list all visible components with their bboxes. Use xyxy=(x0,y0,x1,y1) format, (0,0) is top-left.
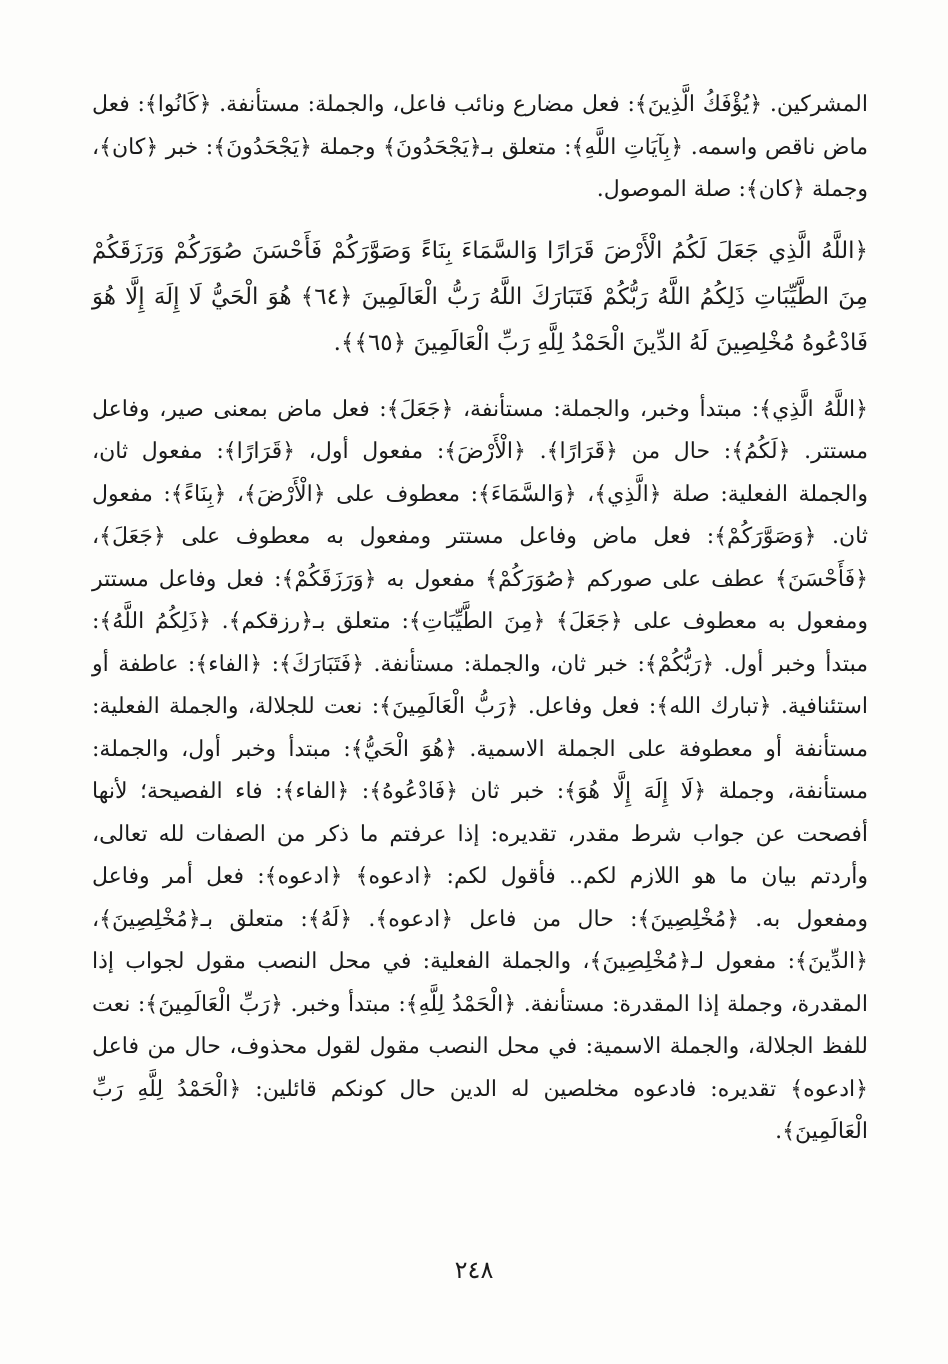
paragraph-intro: المشركين. ﴿يُؤْفَكُ الَّذِينَ﴾: فعل مضارع ونائب فاعل، والجملة: مستأنفة. ﴿كَانُوا﴾: فعل ماض ناقص واسمه. ﴿بِآيَاتِ اللَّهِ﴾: متعلق بـ﴿يَجْحَدُونَ﴾ وجملة ﴿يَجْحَدُونَ﴾: خبر ﴿كان﴾، وجملة ﴿كان﴾: صلة الموصول. xyxy=(92,92,868,202)
page-body xyxy=(92,84,868,1154)
paragraph-grammar-analysis: ﴿اللَّهُ الَّذِي﴾: مبتدأ وخبر، والجملة: مستأنفة، ﴿جَعَلَ﴾: فعل ماض بمعنى صير، وفاعل مستتر. ﴿لَكُمُ﴾: حال من ﴿قَرَارًا﴾. ﴿الْأَرْضَ﴾: مفعول أول، ﴿قَرَارًا﴾: مفعول ثان، والجملة الفعلية: صلة ﴿الَّذِي﴾، ﴿وَالسَّمَاءَ﴾: معطوف على ﴿الْأَرْضَ﴾، ﴿بِنَاءً﴾: مفعول ثان. ﴿وَصَوَّرَكُمْ﴾: فعل ماض وفاعل مستتر ومفعول به معطوف على ﴿جَعَلَ﴾، ﴿فَأَحْسَنَ﴾ عطف على صوركم ﴿صُوَرَكُمْ﴾ مفعول به ﴿وَرَزَقَكُمْ﴾: فعل وفاعل مستتر ومفعول به معطوف على ﴿جَعَلَ﴾ ﴿مِنَ الطَّيِّبَاتِ﴾: متعلق بـ﴿رزقكم﴾. ﴿ذَلِكُمُ اللَّهُ﴾: مبتدأ وخبر أول. ﴿رَبُّكُمْ﴾: خبر ثان، والجملة: مستأنفة. ﴿فَتَبَارَكَ﴾: ﴿الفاء﴾: عاطفة أو استئنافية. ﴿تبارك الله﴾: فعل وفاعل. ﴿رَبُّ الْعَالَمِينَ﴾: نعت للجلالة، والجملة الفعلية: مستأنفة أو معطوفة على الجملة الاسمية. ﴿هُوَ الْحَيُّ﴾: مبتدأ وخبر أول، والجملة: مستأنفة، وجملة ﴿لَا إِلَهَ إِلَّا هُوَ﴾: خبر ثان ﴿فَادْعُوهُ﴾: ﴿الفاء﴾: فاء الفصيحة؛ لأنها أفصحت عن جواب شرط مقدر، تقديره: إذا عرفتم ما ذكر من الصفات لله تعالى، وأردتم بيان ما هو اللازم لكم.. فأقول لكم: ﴿ادعوه﴾ ﴿ادعوه﴾: فعل أمر وفاعل ومفعول به. ﴿مُخْلِصِينَ﴾: حال من فاعل ﴿ادعوه﴾. ﴿لَهُ﴾: متعلق بـ﴿مُخْلِصِينَ﴾، ﴿الدِّينَ﴾: مفعول لـ﴿مُخْلِصِينَ﴾، والجملة الفعلية: في محل النصب مقول لجواب إذا المقدرة، وجملة إذا المقدرة: مستأنفة. ﴿الْحَمْدُ لِلَّهِ﴾: مبتدأ وخبر. ﴿رَبِّ الْعَالَمِينَ﴾: نعت للفظ الجلالة، والجملة الاسمية: في محل النصب مقول لقول محذوف، حال من فاعل ﴿ادعوه﴾ تقديره: فادعوه مخلصين له الدين حال كونكم قائلين: ﴿الْحَمْدُ لِلَّهِ رَبِّ الْعَالَمِينَ﴾. xyxy=(92,396,868,1144)
quran-verse: ﴿اللَّهُ الَّذِي جَعَلَ لَكُمُ الْأَرْضَ قَرَارًا وَالسَّمَاءَ بِنَاءً وَصَوَّرَكُمْ فَأَحْسَنَ صُوَرَكُمْ وَرَزَقَكُمْ مِنَ الطَّيِّبَاتِ ذَلِكُمُ اللَّهُ رَبُّكُمْ فَتَبَارَكَ اللَّهُ رَبُّ الْعَالَمِينَ ﴿٦٤﴾ هُوَ الْحَيُّ لَا إِلَهَ إِلَّا هُوَ فَادْعُوهُ مُخْلِصِينَ لَهُ الدِّينَ الْحَمْدُ لِلَّهِ رَبِّ الْعَالَمِينَ ﴿٦٥﴾﴾. xyxy=(92,237,868,356)
page-number: ٢٤٨ xyxy=(454,1256,494,1284)
